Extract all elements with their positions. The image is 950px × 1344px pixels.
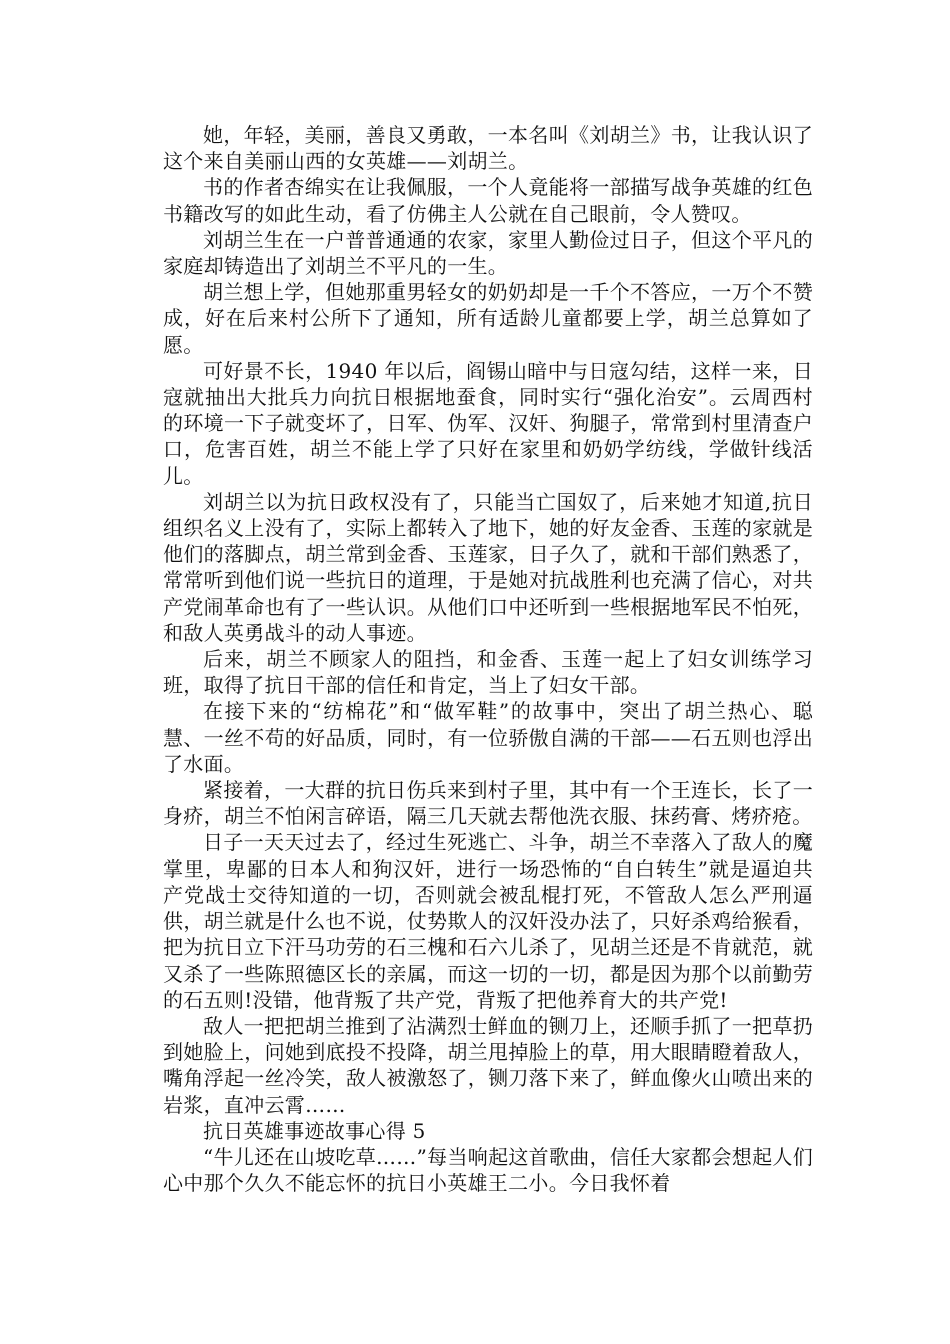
paragraph-1: 她，年轻，美丽，善良又勇敢，一本名叫《刘胡兰》书，让我认识了这个来自美丽山西的女英雄——刘胡兰。 [163, 123, 813, 174]
paragraph-11: 敌人一把把胡兰推到了沾满烈士鲜血的铡刀上，还顺手抓了一把草扔到她脸上，问她到底投不投降，胡兰甩掉脸上的草，用大眼睛瞪着敌人，嘴角浮起一丝冷笑，敌人被激怒了，铡刀落下来了，鲜血像火山喷出来的岩浆，直冲云霄…… [163, 1013, 813, 1117]
paragraph-3: 刘胡兰生在一户普普通通的农家，家里人勤俭过日子，但这个平凡的家庭却铸造出了刘胡兰不平凡的一生。 [163, 227, 813, 279]
paragraph-4: 胡兰想上学，但她那重男轻女的奶奶却是一千个不答应，一万个不赞成，好在后来村公所下了通知，所有适龄儿童都要上学，胡兰总算如了愿。 [163, 280, 813, 357]
document-body [163, 122, 813, 1196]
paragraph-8: 在接下来的“纺棉花”和“做军鞋”的故事中，突出了胡兰热心、聪慧、一丝不苟的好品质，同时，有一位骄傲自满的干部——石五则也浮出了水面。 [163, 699, 813, 776]
section-heading: 抗日英雄事迹故事心得 5 [203, 1118, 426, 1143]
paragraph-6: 刘胡兰以为抗日政权没有了，只能当亡国奴了，后来她才知道,抗日组织名义上没有了，实际上都转入了地下，她的好友金香、玉莲的家就是他们的落脚点，胡兰常到金香、玉莲家，日子久了，就和干部们熟悉了，常常听到他们说一些抗日的道理，于是她对抗战胜利也充满了信心，对共产党闹革命也有了一些认识。从他们口中还听到一些根据地军民不怕死，和敌人英勇战斗的动人事迹。 [163, 489, 813, 645]
paragraph-2: 书的作者杏绵实在让我佩服，一个人竟能将一部描写战争英雄的红色书籍改写的如此生动，看了仿佛主人公就在自己眼前，令人赞叹。 [163, 175, 813, 226]
paragraph-9: 紧接着，一大群的抗日伤兵来到村子里，其中有一个王连长，长了一身疥，胡兰不怕闲言碎语，隔三几天就去帮他洗衣服、抹药膏、烤疥疮。 [163, 778, 813, 829]
paragraph-12: “牛儿还在山坡吃草……”每当响起这首歌曲，信任大家都会想起人们心中那个久久不能忘怀的抗日小英雄王二小。今日我怀着 [163, 1144, 813, 1196]
paragraph-10: 日子一天天过去了，经过生死逃亡、斗争，胡兰不幸落入了敌人的魔掌里，卑鄙的日本人和狗汉奸，进行一场恐怖的“自白转生”就是逼迫共产党战士交待知道的一切，否则就会被乱棍打死，不管敌人怎么严刑逼供，胡兰就是什么也不说，仗势欺人的汉奸没办法了，只好杀鸡给猴看，把为抗日立下汗马功劳的石三槐和石六儿杀了，见胡兰还是不肯就范，就又杀了一些陈照德区长的亲属，而这一切的一切，都是因为那个以前勤劳的石五则!没错，他背叛了共产党，背叛了把他养育大的共产党! [163, 830, 813, 1012]
paragraph-7: 后来，胡兰不顾家人的阻挡，和金香、玉莲一起上了妇女训练学习班，取得了抗日干部的信任和肯定，当上了妇女干部。 [163, 647, 813, 698]
paragraph-5: 可好景不长，1940 年以后，阎锡山暗中与日寇勾结，这样一来，日寇就抽出大批兵力向抗日根据地蚕食，同时实行“强化治安”。云周西村的环境一下子就变坏了，日军、伪军、汉奸、狗腿子，常常到村里清查户口，危害百姓，胡兰不能上学了只好在家里和奶奶学纺线，学做针线活儿。 [163, 358, 813, 488]
